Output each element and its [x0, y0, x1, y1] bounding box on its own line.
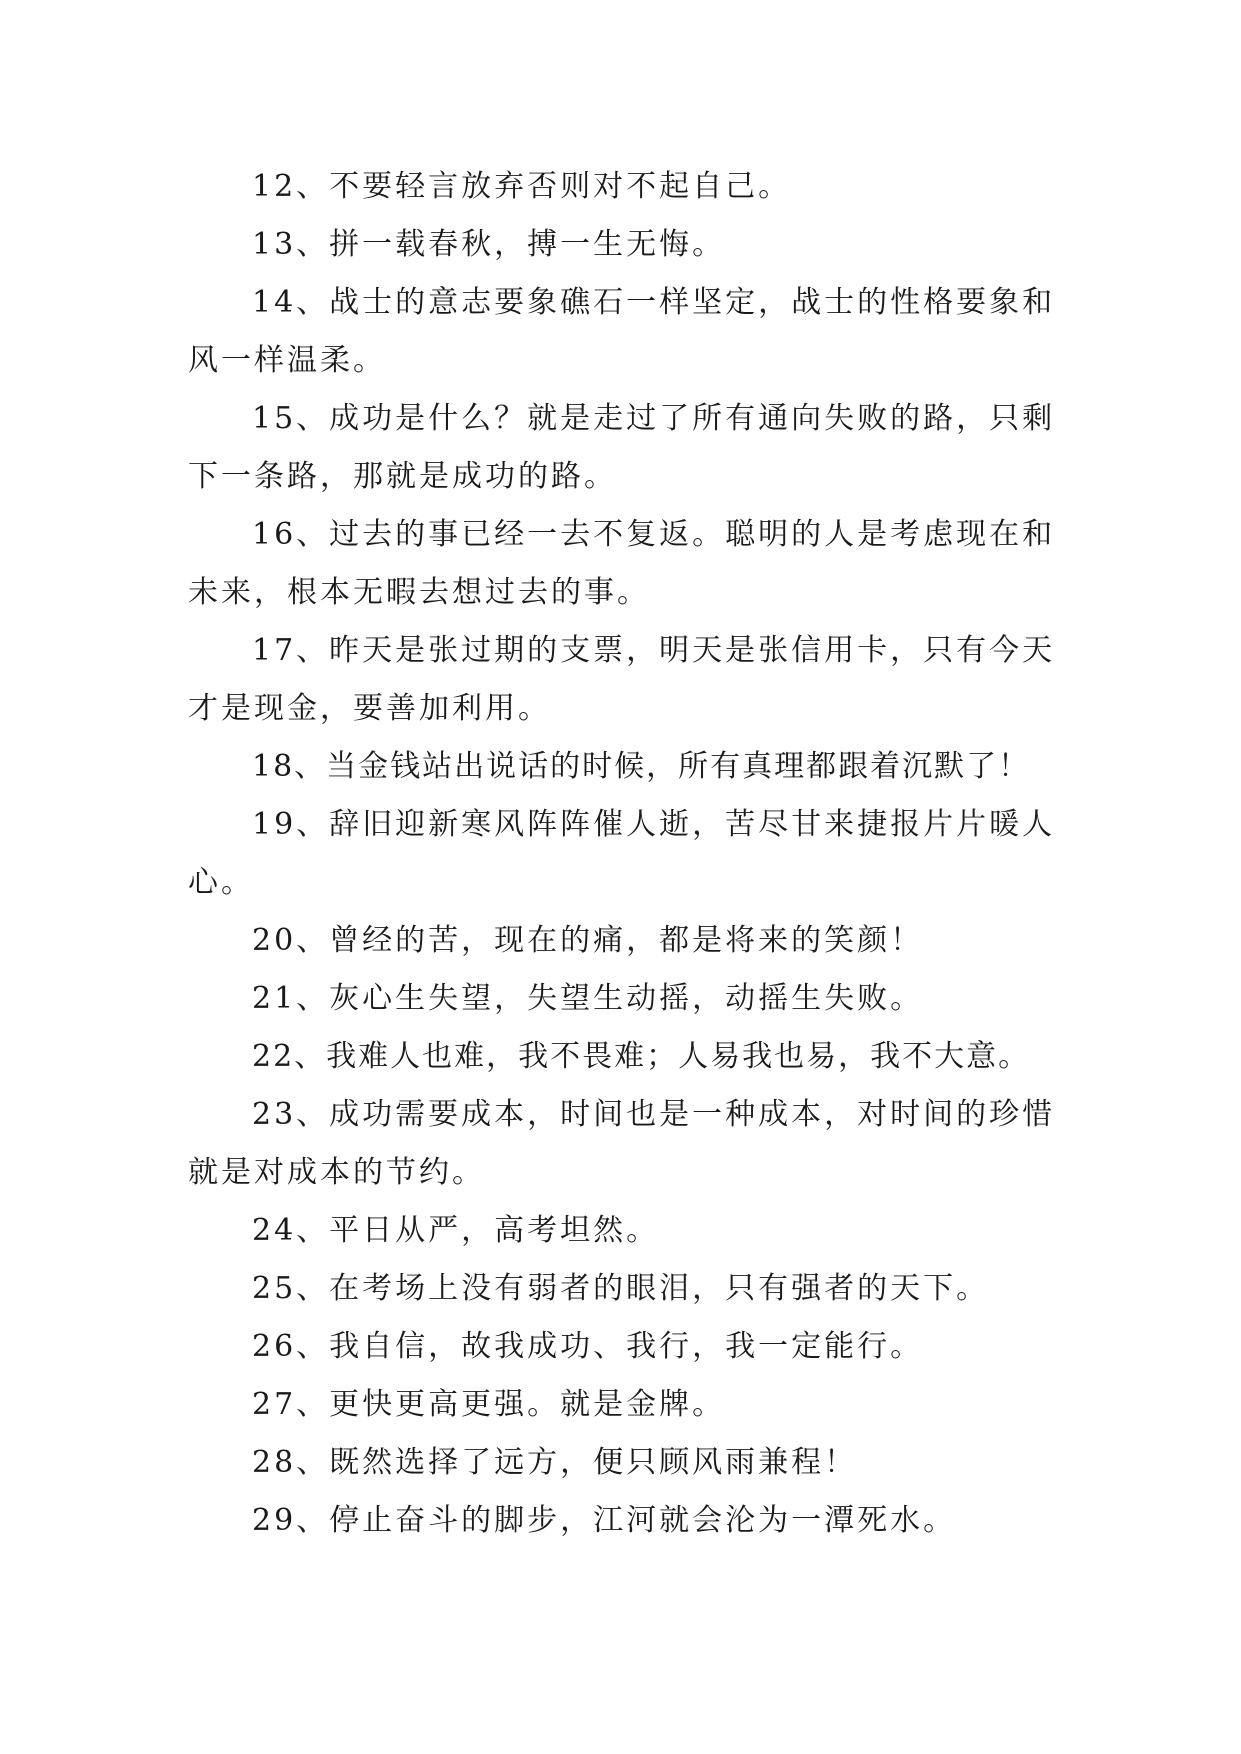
quote-17: 17、昨天是张过期的支票，明天是张信用卡，只有今天才是现金，要善加利用。 [188, 633, 1056, 726]
quote-19: 19、辞旧迎新寒风阵阵催人逝，苦尽甘来捷报片片暖人心。 [188, 807, 1056, 900]
quote-27: 27、更快更高更强。就是金牌。 [252, 1387, 726, 1422]
quote-list [188, 158, 1058, 1550]
quote-24: 24、平日从严，高考坦然。 [252, 1213, 660, 1248]
quote-15: 15、成功是什么？就是走过了所有通向失败的路，只剩下一条路，那就是成功的路。 [188, 401, 1056, 494]
quote-12: 12、不要轻言放弃否则对不起自己。 [252, 169, 792, 204]
quote-20: 20、曾经的苦，现在的痛，都是将来的笑颜！ [252, 923, 924, 958]
quote-25: 25、在考场上没有弱者的眼泪，只有强者的天下。 [252, 1271, 990, 1306]
quote-14: 14、战士的意志要象礁石一样坚定，战士的性格要象和风一样温柔。 [188, 285, 1056, 378]
quote-29: 29、停止奋斗的脚步，江河就会沦为一潭死水。 [252, 1503, 957, 1538]
quote-13: 13、拼一载春秋，搏一生无悔。 [252, 227, 726, 262]
quote-16: 16、过去的事已经一去不复返。聪明的人是考虑现在和未来，根本无暇去想过去的事。 [188, 517, 1056, 610]
quote-28: 28、既然选择了远方，便只顾风雨兼程！ [252, 1445, 858, 1480]
quote-21: 21、灰心生失望，失望生动摇，动摇生失败。 [252, 981, 924, 1016]
quote-18: 18、当金钱站出说话的时候，所有真理都跟着沉默了！ [252, 749, 1031, 784]
quote-22: 22、我难人也难，我不畏难；人易我也易，我不大意。 [252, 1039, 1031, 1074]
quote-26: 26、我自信，故我成功、我行，我一定能行。 [252, 1329, 924, 1364]
quote-23: 23、成功需要成本，时间也是一种成本，对时间的珍惜就是对成本的节约。 [188, 1097, 1056, 1190]
